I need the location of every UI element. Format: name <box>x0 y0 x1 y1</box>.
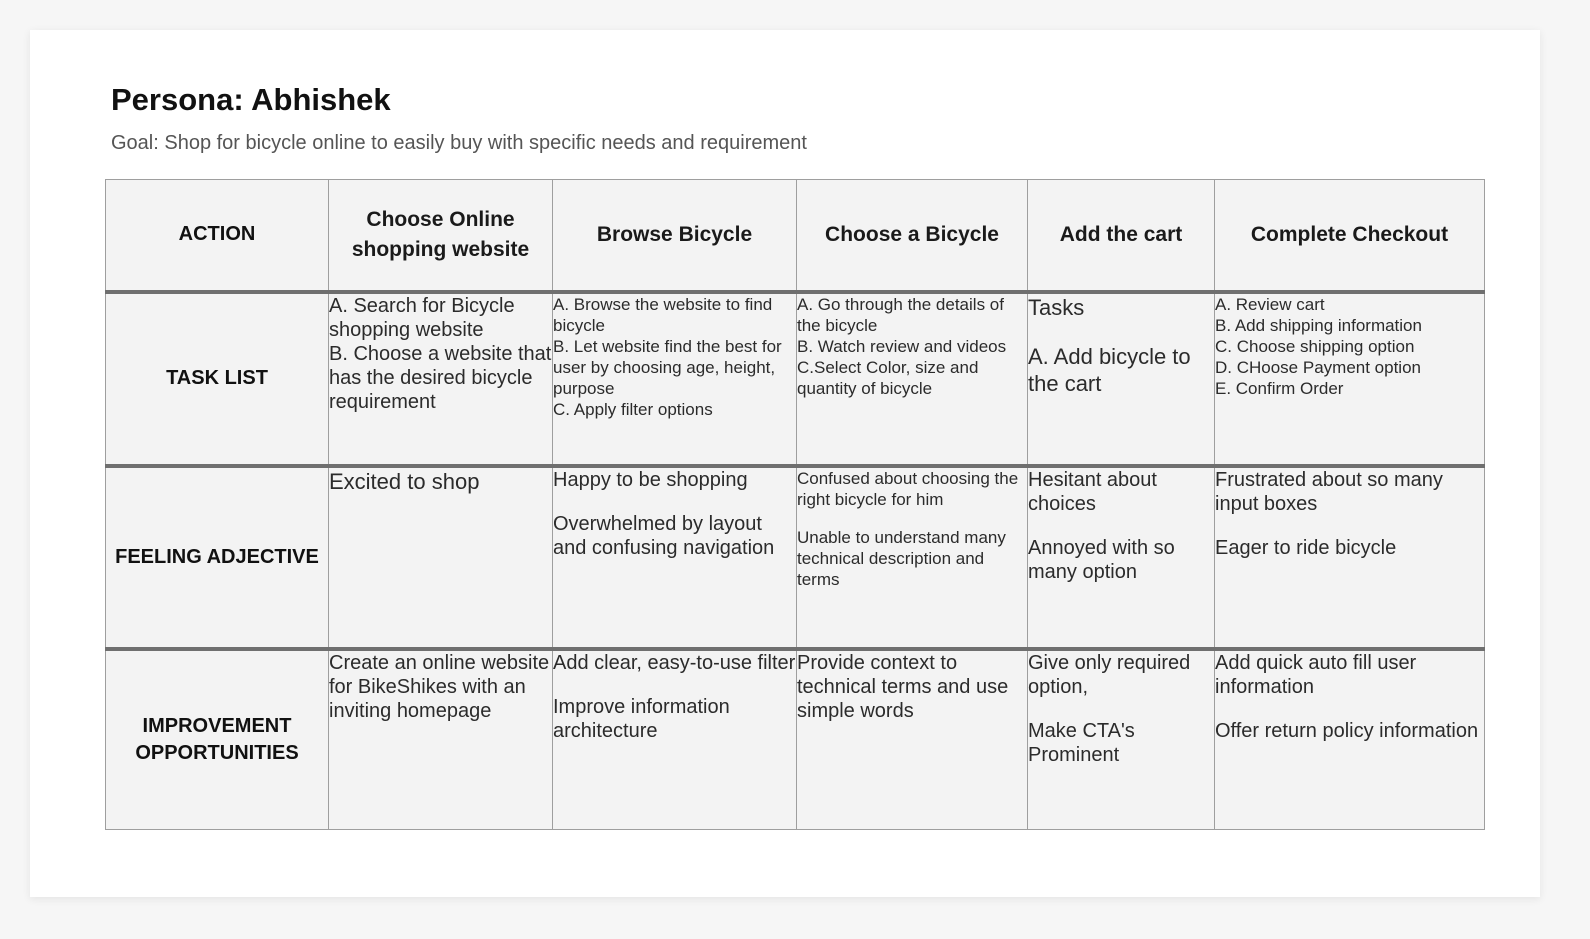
cell-line: A. Search for Bicycle shopping website <box>329 294 515 341</box>
cell-spacer <box>1028 516 1214 536</box>
improvement-opportunities-row <box>106 649 1485 830</box>
task-list-row <box>106 292 1485 466</box>
cell-line: Add quick auto fill user information <box>1215 651 1417 698</box>
cell-line: D. CHoose Payment option <box>1215 357 1421 377</box>
persona-goal: Goal: Shop for bicycle online to easily buy with specific needs and requirement <box>111 132 807 154</box>
row-header-task-list: TASK LIST <box>106 292 329 466</box>
cell-line: B. Choose a website that has the desired bicycle requirement <box>329 342 552 413</box>
cell-spacer <box>1028 321 1214 343</box>
cell-spacer <box>553 492 796 512</box>
cell-line: C.Select Color, size and quantity of bicycle <box>797 357 979 398</box>
task-cell-browse-bicycle <box>553 292 797 466</box>
cell-line: A. Review cart <box>1215 294 1325 314</box>
cell-line: Excited to shop <box>329 468 480 494</box>
cell-line: Tasks <box>1028 294 1085 320</box>
cell-line: Confused about choosing the right bicycle for him <box>797 468 1019 509</box>
cell-line: Provide context to technical terms and use simple words <box>797 651 1009 722</box>
cell-spacer <box>553 675 796 695</box>
cell-line: Hesitant about choices <box>1028 468 1157 515</box>
improvement-cell-complete-checkout <box>1215 649 1485 830</box>
column-header-add-cart: Add the cart <box>1028 180 1215 292</box>
journey-map-table <box>105 179 1485 830</box>
feeling-cell-add-cart <box>1028 466 1215 649</box>
feeling-cell-complete-checkout <box>1215 466 1485 649</box>
cell-line: E. Confirm Order <box>1215 378 1344 398</box>
cell-spacer <box>797 510 1027 527</box>
cell-line: Overwhelmed by layout and confusing navigation <box>553 512 775 559</box>
cell-line: A. Add bicycle to the cart <box>1028 343 1191 396</box>
feeling-cell-choose-bicycle <box>797 466 1028 649</box>
column-header-browse-bicycle: Browse Bicycle <box>553 180 797 292</box>
feeling-cell-choose-website <box>329 466 553 649</box>
column-header-complete-checkout: Complete Checkout <box>1215 180 1485 292</box>
cell-spacer <box>1215 516 1484 536</box>
column-header-choose-bicycle: Choose a Bicycle <box>797 180 1028 292</box>
improvement-cell-choose-website <box>329 649 553 830</box>
improvement-cell-choose-bicycle <box>797 649 1028 830</box>
cell-line: Improve information architecture <box>553 695 730 742</box>
task-cell-add-cart <box>1028 292 1215 466</box>
corner-header-action: ACTION <box>106 180 329 292</box>
cell-line: Give only required option, <box>1028 651 1191 698</box>
row-header-improvement-opportunities: IMPROVEMENT OPPORTUNITIES <box>106 649 329 830</box>
cell-line: B. Add shipping information <box>1215 315 1422 335</box>
improvement-cell-browse-bicycle <box>553 649 797 830</box>
cell-line: Happy to be shopping <box>553 468 748 491</box>
task-cell-choose-website <box>329 292 553 466</box>
cell-line: C. Choose shipping option <box>1215 336 1415 356</box>
task-cell-choose-bicycle <box>797 292 1028 466</box>
cell-line: C. Apply filter options <box>553 399 713 419</box>
cell-line: Frustrated about so many input boxes <box>1215 468 1443 515</box>
page-title: Persona: Abhishek <box>111 82 391 117</box>
slide <box>30 30 1540 897</box>
cell-line: Unable to understand many technical description and terms <box>797 527 1006 589</box>
cell-line: Make CTA's Prominent <box>1028 719 1135 766</box>
feeling-cell-browse-bicycle <box>553 466 797 649</box>
cell-line: A. Go through the details of the bicycle <box>797 294 1004 335</box>
cell-line: Annoyed with so many option <box>1028 536 1175 583</box>
cell-spacer <box>1215 699 1484 719</box>
cell-line: Eager to ride bicycle <box>1215 536 1397 559</box>
header-row <box>106 180 1485 292</box>
cell-line: Offer return policy information <box>1215 719 1479 742</box>
column-header-choose-website: Choose Online shopping website <box>329 180 553 292</box>
cell-line: A. Browse the website to find bicycle <box>553 294 773 335</box>
task-cell-complete-checkout <box>1215 292 1485 466</box>
improvement-cell-add-cart <box>1028 649 1215 830</box>
cell-line: Create an online website for BikeShikes with an inviting homepage <box>329 651 550 722</box>
row-header-feeling-adjective: FEELING ADJECTIVE <box>106 466 329 649</box>
cell-line: B. Watch review and videos <box>797 336 1007 356</box>
feeling-adjective-row <box>106 466 1485 649</box>
cell-spacer <box>1028 699 1214 719</box>
cell-line: B. Let website find the best for user by choosing age, height, purpose <box>553 336 782 398</box>
cell-line: Add clear, easy-to-use filter <box>553 651 796 674</box>
